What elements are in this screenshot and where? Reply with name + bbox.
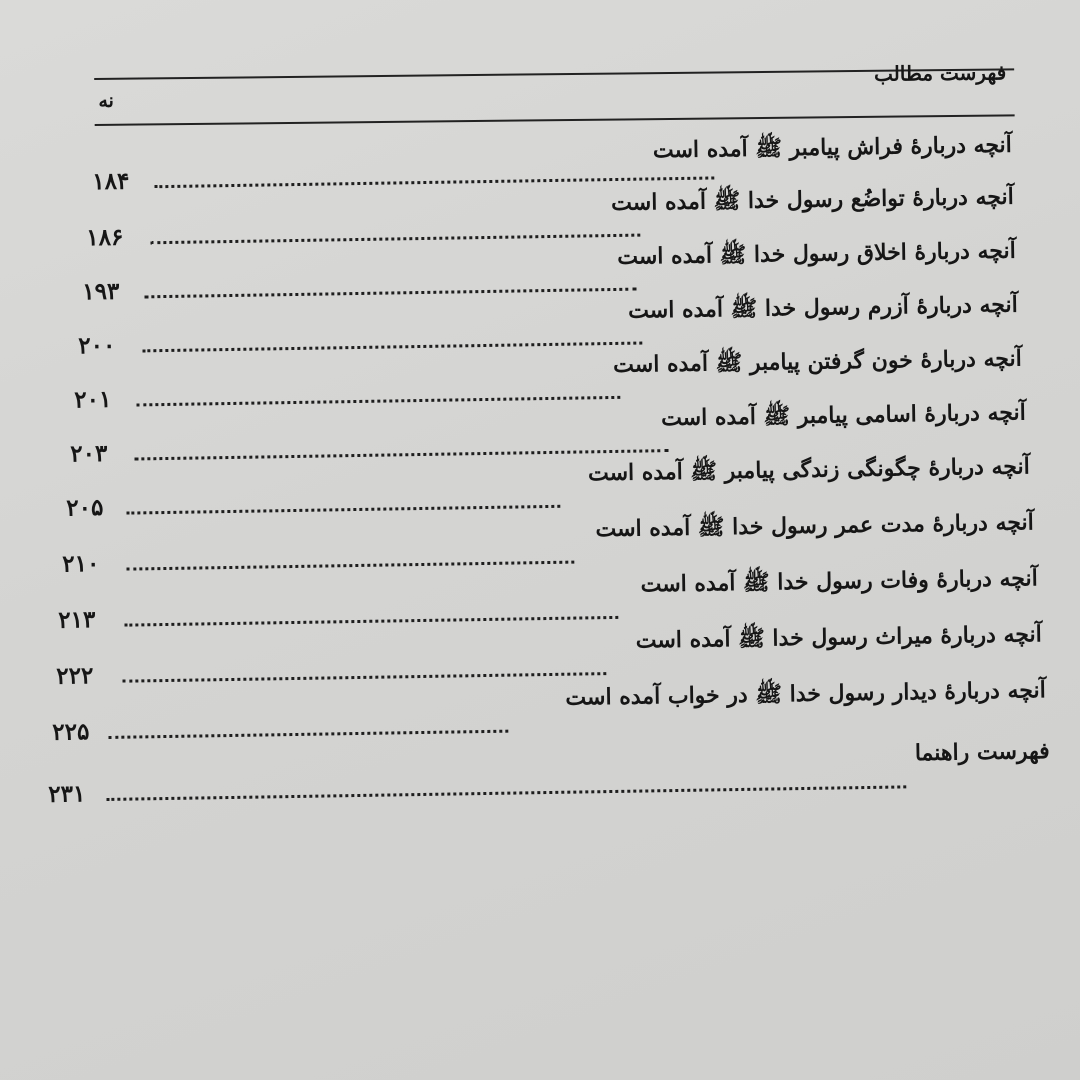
toc-entry-title: فهرست راهنما (914, 738, 1050, 767)
toc-entry-title: آنچه دربارهٔ وفات رسول خدا ﷺ آمده است (640, 565, 1038, 598)
toc-page-number: ۱۸۶ (86, 223, 124, 252)
toc-leader-dots (126, 551, 574, 571)
toc-page-number: ۲۰۰ (78, 331, 116, 360)
running-title: فهرست مطالب (873, 60, 1007, 86)
toc-entry-title: آنچه دربارهٔ خون گرفتن پیامبر ﷺ آمده است (612, 345, 1022, 378)
toc-leader-dots (136, 386, 620, 407)
toc-page-number: ۲۱۰ (62, 550, 100, 578)
toc-leader-dots (122, 662, 606, 683)
toc-page-number: ۲۰۵ (66, 493, 104, 522)
toc-entry-title: آنچه دربارهٔ میراث رسول خدا ﷺ آمده است (635, 621, 1042, 654)
toc-leader-dots (144, 278, 636, 299)
toc-entry[interactable] (48, 738, 1051, 808)
toc-leader-dots (126, 495, 560, 515)
toc-entry[interactable] (92, 131, 1013, 196)
toc-leader-dots (124, 606, 618, 627)
toc-page-number: ۲۱۳ (58, 606, 96, 634)
toc-page-number: ۲۲۵ (52, 718, 90, 746)
toc-page-number: ۲۰۳ (70, 439, 108, 468)
toc-leader-dots (150, 224, 640, 245)
toc-entry-title: آنچه دربارهٔ آزرم رسول خدا ﷺ آمده است (627, 291, 1018, 324)
page-number-mark: نه (98, 89, 115, 112)
toc-entry-title: آنچه دربارهٔ دیدار رسول خدا ﷺ در خواب آمده است (565, 677, 1046, 711)
toc-page-number: ۱۹۳ (82, 277, 120, 306)
toc-entry[interactable] (58, 565, 1039, 634)
toc-entry-title: آنچه دربارهٔ اسامی پیامبر ﷺ آمده است (660, 399, 1026, 432)
toc-entry-title: آنچه دربارهٔ مدت عمر رسول خدا ﷺ آمده است (595, 509, 1034, 543)
toc-entry-title: آنچه دربارهٔ اخلاق رسول خدا ﷺ آمده است (617, 237, 1016, 270)
toc-entry[interactable] (56, 621, 1043, 690)
toc-entry-title: آنچه دربارهٔ فراش پیامبر ﷺ آمده است (652, 131, 1013, 164)
toc-page-number: ۱۸۴ (92, 167, 130, 196)
toc-entry[interactable] (62, 509, 1035, 578)
toc-leader-dots (106, 775, 906, 801)
toc-entry-title: آنچه دربارهٔ چگونگی زندگی پیامبر ﷺ آمده است (587, 453, 1030, 487)
toc-entry[interactable] (86, 183, 1015, 252)
toc-leader-dots (134, 439, 668, 460)
toc-leader-dots (108, 720, 508, 739)
toc-page-number: ۲۲۲ (56, 662, 94, 690)
toc-page-number: ۲۰۱ (74, 385, 112, 414)
toc-leader-dots (154, 166, 714, 188)
toc-entry-title: آنچه دربارهٔ تواضُع رسول خدا ﷺ آمده است (610, 183, 1014, 217)
toc-leader-dots (142, 332, 642, 353)
toc-page-number: ۲۳۱ (48, 780, 86, 808)
toc-entry[interactable] (52, 677, 1047, 746)
